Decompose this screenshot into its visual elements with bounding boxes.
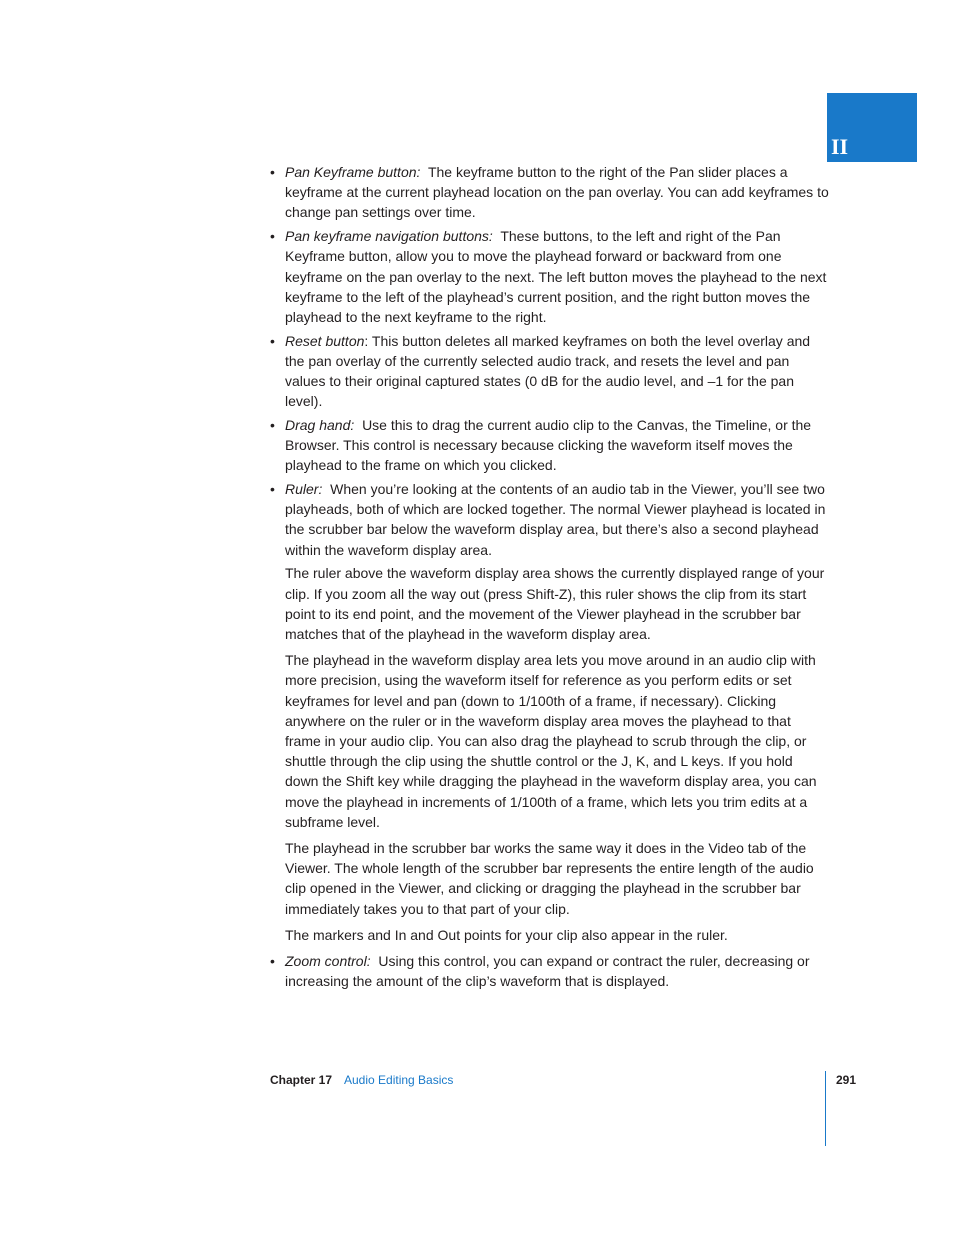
description: : This button deletes all marked keyframes on both the level overlay and the pan overlay of the currently selected audio track, and resets the level and pan values to their original captured states (0 dB for the audio level, and –1 for the pan level). [285, 332, 811, 410]
term: Drag hand: [285, 416, 355, 433]
bullet-icon: • [270, 228, 275, 245]
list-item-zoom-control [270, 951, 830, 991]
ruler-paragraph: The ruler above the waveform display area shows the currently displayed range of your clip. If you zoom all the way out (press Shift-Z), this ruler shows the clip from its start point to its end point, and the movement of the Viewer playhead in the scrubber bar matches that of the playhead in the waveform display area. [285, 565, 825, 642]
bullet-icon: • [270, 481, 275, 498]
bullet-icon: • [270, 164, 275, 180]
footer-chapter-title[interactable]: Audio Editing Basics [344, 1073, 454, 1087]
description: When you’re looking at the contents of an audio tab in the Viewer, you’ll see two playheads, both of which are locked together. The normal Viewer playhead is located in the scrubber bar below the waveform display area, but there’s also a second playhead within the waveform display area. [285, 481, 826, 558]
term: Reset button [285, 332, 365, 349]
bullet-icon: • [270, 953, 275, 970]
description: These buttons, to the left and right of the Pan Keyframe button, allow you to move the playhead forward or backward from one keyframe on the pan overlay to the next. The left button moves the playhead to the next keyframe to the left of the playhead’s current position, and the right button moves the playhead to the next keyframe to the right. [285, 228, 827, 325]
bullet-icon: • [270, 416, 275, 433]
list-item-pan-keyframe-navigation [270, 226, 830, 327]
ruler-paragraph: The playhead in the waveform display area lets you move around in an audio clip with more precision, using the waveform itself for reference as you perform edits or set keyframes for level and pan (down to 1/100th of a frame, if necessary). Clicking anywhere on the ruler or in the waveform display area moves the playhead to that frame in your audio clip. You can also drag the playhead to scrub through the clip, or shuttle through the clip using the shuttle control or the J, K, and L keys. If you hold down the Shift key while dragging the playhead in the waveform display area, you can move the playhead in increments of 1/100th of a frame, which lets you trim edits at a subframe level. [285, 652, 817, 830]
ruler-paragraph: The markers and In and Out points for your clip also appear in the ruler. [285, 926, 728, 943]
list-item-ruler [270, 479, 830, 560]
bullet-icon: • [270, 332, 275, 349]
term: Pan keyframe navigation buttons: [285, 228, 493, 245]
part-tab [827, 93, 917, 162]
ruler-paragraph: The playhead in the scrubber bar works the same way it does in the Video tab of the Viewer. The whole length of the scrubber bar represents the entire length of the audio clip opened in the Viewer, and clicking or dragging the playhead in the scrubber bar immediately takes you to that part of your clip. [285, 840, 814, 917]
list-item-drag-hand [270, 415, 830, 476]
description: Use this to drag the current audio clip to the Canvas, the Timeline, or the Browser. This control is necessary because clicking the waveform itself moves the playhead to the frame on which you clicked. [285, 416, 812, 474]
term: Pan Keyframe button: [285, 164, 421, 180]
description: The keyframe button to the right of the Pan slider places a keyframe at the current playhead location on the pan overlay. You can add keyframes to change pan settings over time. [285, 164, 829, 221]
term: Zoom control: [285, 953, 371, 970]
part-tab-label: II [831, 134, 849, 159]
page-number: 291 [836, 1073, 857, 1087]
page-content [270, 162, 830, 995]
list-item-pan-keyframe-button [270, 162, 830, 223]
footer-chapter: Chapter 17 [270, 1073, 333, 1087]
description: Using this control, you can expand or contract the ruler, decreasing or increasing the amount of the clip’s waveform that is displayed. [285, 953, 810, 990]
list-item-reset-button [270, 331, 830, 412]
term: Ruler: [285, 481, 323, 498]
footer-divider [825, 1071, 826, 1146]
